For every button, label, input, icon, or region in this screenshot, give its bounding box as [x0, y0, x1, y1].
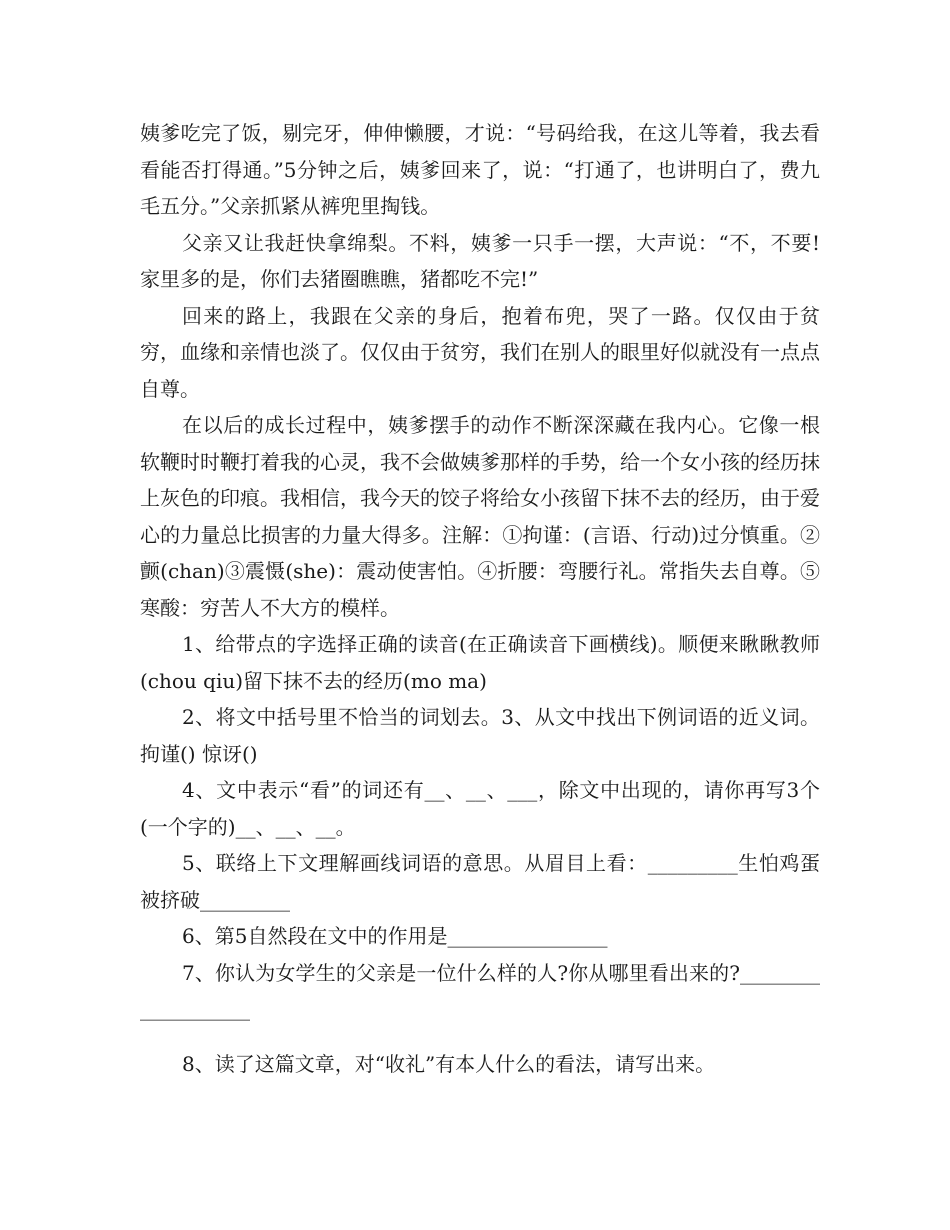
question-8: 8、读了这篇文章，对“收礼”有本人什么的看法，请写出来。: [182, 1051, 716, 1076]
paragraph-2: 父亲又让我赶快拿绵梨。不料，姨爹一只手一摆，大声说：“不，不要!家里多的是，你们去猪圈瞧瞧，猪都吃不完!”: [140, 230, 820, 291]
question-1: 1、给带点的字选择正确的读音(在正确读音下画横线)。顺便来瞅瞅教师(chou qiu)留下抹不去的经历(mo ma): [140, 632, 820, 693]
question-6: 6、第5自然段在文中的作用是________________: [182, 924, 608, 948]
question-5: 5、联络上下文理解画线词语的意思。从眉目上看：_________生怕鸡蛋被挤破_________: [140, 851, 820, 912]
question-7: 7、你认为女学生的父亲是一位什么样的人?你从哪里看出来的?___________________: [140, 960, 820, 1021]
paragraph-4: 在以后的成长过程中，姨爹摆手的动作不断深深藏在我内心。它像一根软鞭时时鞭打着我的心灵，我不会做姨爹那样的手势，给一个女小孩的经历抹上灰色的印痕。我相信，我今天的饺子将给女小孩留下抹不去的经历，由于爱心的力量总比损害的力量大得多。注解：①拘谨：(言语、行动)过分慎重。②颤(chan)③震慑(she)：震动使害怕。④折腰：弯腰行礼。常指失去自尊。⑤寒酸：穷苦人不大方的模样。: [140, 413, 820, 620]
question-4: 4、文中表示“看”的词还有__、__、___，除文中出现的，请你再写3个(一个字的)__、__、__。: [140, 778, 820, 839]
question-2-3: 2、将文中括号里不恰当的词划去。3、从文中找出下例词语的近义词。拘谨() 惊讶(): [140, 705, 820, 766]
document-body: [140, 115, 820, 1082]
paragraph-1: 姨爹吃完了饭，剔完牙，伸伸懒腰，才说：“号码给我，在这儿等着，我去看看能否打得通。”5分钟之后，姨爹回来了，说：“打通了，也讲明白了，费九毛五分。”父亲抓紧从裤兜里掏钱。: [140, 121, 820, 218]
paragraph-3: 回来的路上，我跟在父亲的身后，抱着布兜，哭了一路。仅仅由于贫穷，血缘和亲情也淡了。仅仅由于贫穷，我们在别人的眼里好似就没有一点点自尊。: [140, 303, 820, 401]
